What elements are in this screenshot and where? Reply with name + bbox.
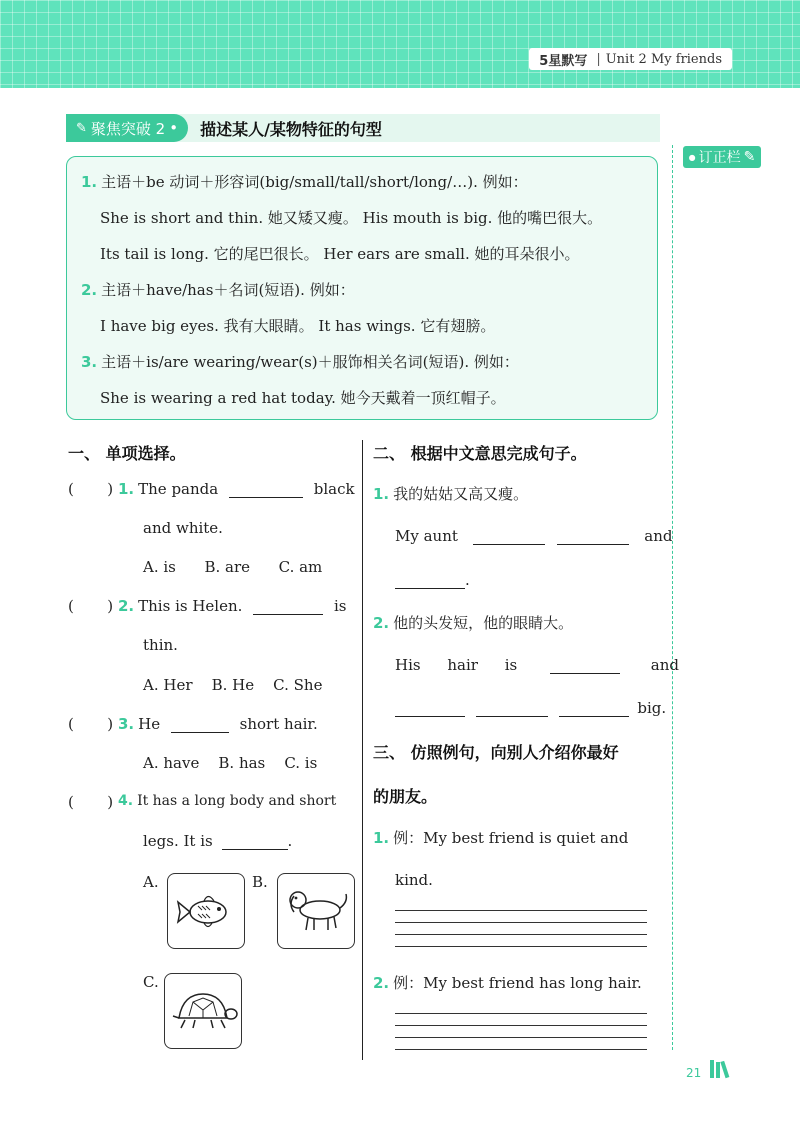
part2-heading: 二、 根据中文意思完成句子。	[373, 444, 587, 463]
q3-options: A. have B. has C. is	[143, 754, 318, 772]
dog-icon	[278, 874, 354, 948]
question-number: 1.	[118, 480, 135, 498]
question-number: 4.	[118, 793, 134, 809]
p2-q1-cn	[373, 483, 528, 504]
page-number: 21	[686, 1066, 702, 1080]
q2-text: This is Helen.	[138, 597, 243, 615]
section-pill	[66, 114, 188, 142]
rule-2	[81, 279, 355, 300]
answer-blank[interactable]	[222, 833, 288, 850]
answer-blank[interactable]	[550, 657, 620, 674]
writing-line[interactable]	[395, 1049, 647, 1050]
answer-blank[interactable]	[229, 481, 303, 498]
question-number: 3.	[118, 715, 135, 733]
question-number: 2.	[373, 614, 390, 632]
question-number: 1.	[373, 829, 390, 847]
header-band	[0, 0, 800, 88]
example-label: 例：	[393, 974, 424, 992]
rule-3	[81, 351, 519, 372]
answer-paren[interactable]: ( )	[68, 597, 114, 615]
answer-blank[interactable]	[476, 700, 548, 717]
pencil-icon: ✎	[743, 149, 756, 165]
option-a-fish-image[interactable]	[167, 873, 245, 949]
answer-blank[interactable]	[557, 528, 629, 545]
q2-line1	[118, 597, 346, 615]
book-icon: ✎	[76, 120, 87, 136]
part1-heading: 一、 单项选择。	[68, 444, 186, 463]
question-number: 2.	[118, 597, 135, 615]
answer-blank[interactable]	[171, 716, 229, 733]
writing-line[interactable]	[395, 934, 647, 935]
option-c-turtle-image[interactable]	[164, 973, 242, 1049]
section-label: 聚焦突破 2	[90, 119, 166, 138]
p2-q1-chinese: 我的姑姑又高又瘦。	[393, 485, 529, 503]
answer-blank[interactable]	[559, 700, 629, 717]
rule-number: 2.	[81, 281, 98, 299]
q3-line1	[118, 715, 318, 733]
p2-q2-cn	[373, 612, 573, 633]
q2-text-after: is	[333, 597, 347, 615]
part3-heading-line1: 三、 仿照例句，向别人介绍你最好	[373, 743, 619, 762]
example-text: My best friend has long hair.	[423, 974, 642, 992]
brand-label: 5星默写	[539, 53, 588, 69]
p3-q1-line2: kind.	[395, 871, 433, 889]
example-label: 例：	[393, 829, 424, 847]
p2-q1-text: My aunt	[395, 527, 458, 545]
rule-example: I have big eyes. 我有大眼睛。 It has wings. 它有翅膀。	[100, 317, 496, 335]
answer-blank[interactable]	[473, 528, 545, 545]
option-b-label: B.	[252, 873, 268, 891]
p2-q1-en-line2	[395, 571, 470, 589]
answer-blank[interactable]	[395, 700, 465, 717]
rule-pattern: 主语＋is/are wearing/wear(s)＋服饰相关名词(短语). 例如：	[101, 353, 519, 371]
fish-icon	[168, 874, 244, 948]
turtle-icon	[165, 974, 241, 1048]
rule-example: Its tail is long. 它的尾巴很长。 Her ears are small. 她的耳朵很小。	[100, 245, 580, 263]
q2-line2: thin.	[143, 636, 178, 654]
q1-options: A. is B. are C. am	[143, 558, 323, 576]
books-icon	[708, 1058, 738, 1080]
q1-text-after: black	[313, 480, 355, 498]
dot-icon: •	[169, 119, 179, 137]
writing-line[interactable]	[395, 1037, 647, 1038]
q4-text: legs. It is	[143, 832, 213, 850]
q1-line1	[118, 480, 355, 498]
q4-text: It has a long body and short	[137, 793, 337, 809]
answer-paren[interactable]: ( )	[68, 480, 114, 498]
rule-example: She is wearing a red hat today. 她今天戴着一顶红帽子。	[100, 389, 506, 407]
unit-label: Unit 2 My friends	[605, 51, 722, 67]
writing-line[interactable]	[395, 946, 647, 947]
section-title: 描述某人/某物特征的句型	[200, 119, 382, 139]
q2-options: A. Her B. He C. She	[143, 676, 323, 694]
p2-q2-en-line2	[395, 699, 666, 717]
option-b-dog-image[interactable]	[277, 873, 355, 949]
question-number: 2.	[373, 974, 390, 992]
column-divider	[362, 440, 363, 1060]
rule-pattern: 主语＋have/has＋名词(短语). 例如：	[101, 281, 355, 299]
rule-number: 3.	[81, 353, 98, 371]
correction-tab	[683, 146, 761, 168]
q4-line2	[143, 832, 292, 850]
rule-number: 1.	[81, 173, 98, 191]
part3-heading-line2: 的朋友。	[373, 787, 438, 806]
dot-icon: ●	[688, 152, 696, 162]
p2-q2-en-line1	[395, 656, 679, 674]
answer-paren[interactable]: ( )	[68, 715, 114, 733]
writing-line[interactable]	[395, 1013, 647, 1014]
option-c-label: C.	[143, 973, 159, 991]
q3-text: He	[138, 715, 161, 733]
word: is	[504, 656, 518, 674]
p3-q1-line1	[373, 827, 628, 848]
unit-tag	[529, 48, 732, 70]
p2-q1-and: and	[644, 527, 673, 545]
rule-box	[66, 156, 658, 420]
question-number: 1.	[373, 485, 390, 503]
q3-text-after: short hair.	[239, 715, 318, 733]
answer-blank[interactable]	[395, 572, 465, 589]
section-bar	[66, 114, 660, 142]
q4-line1	[118, 793, 336, 809]
p3-q2-line1	[373, 972, 642, 993]
writing-line[interactable]	[395, 1025, 647, 1026]
word: hair	[447, 656, 478, 674]
option-a-label: A.	[143, 873, 159, 891]
p2-q1-en-line1	[395, 527, 672, 545]
rule-example: She is short and thin. 她又矮又瘦。 His mouth is big. 他的嘴巴很大。	[100, 209, 603, 227]
word: His	[395, 656, 421, 674]
q4-period: .	[287, 832, 293, 850]
p2-q2-big: big.	[637, 699, 667, 717]
answer-paren[interactable]: ( )	[68, 793, 114, 811]
q1-text: The panda	[138, 480, 219, 498]
correction-column-line	[672, 145, 673, 1050]
writing-line[interactable]	[395, 910, 647, 911]
p2-q2-chinese: 他的头发短，他的眼睛大。	[393, 614, 574, 632]
rule-pattern: 主语＋be 动词＋形容词(big/small/tall/short/long/…). 例如：	[101, 173, 528, 191]
q1-line2: and white.	[143, 519, 223, 537]
writing-line[interactable]	[395, 922, 647, 923]
p2-q1-period: .	[465, 571, 470, 589]
example-text: My best friend is quiet and	[423, 829, 629, 847]
separator: |	[596, 51, 601, 67]
word: and	[650, 656, 679, 674]
answer-blank[interactable]	[253, 598, 323, 615]
rule-1	[81, 171, 528, 192]
correction-label: 订正栏	[698, 150, 741, 166]
